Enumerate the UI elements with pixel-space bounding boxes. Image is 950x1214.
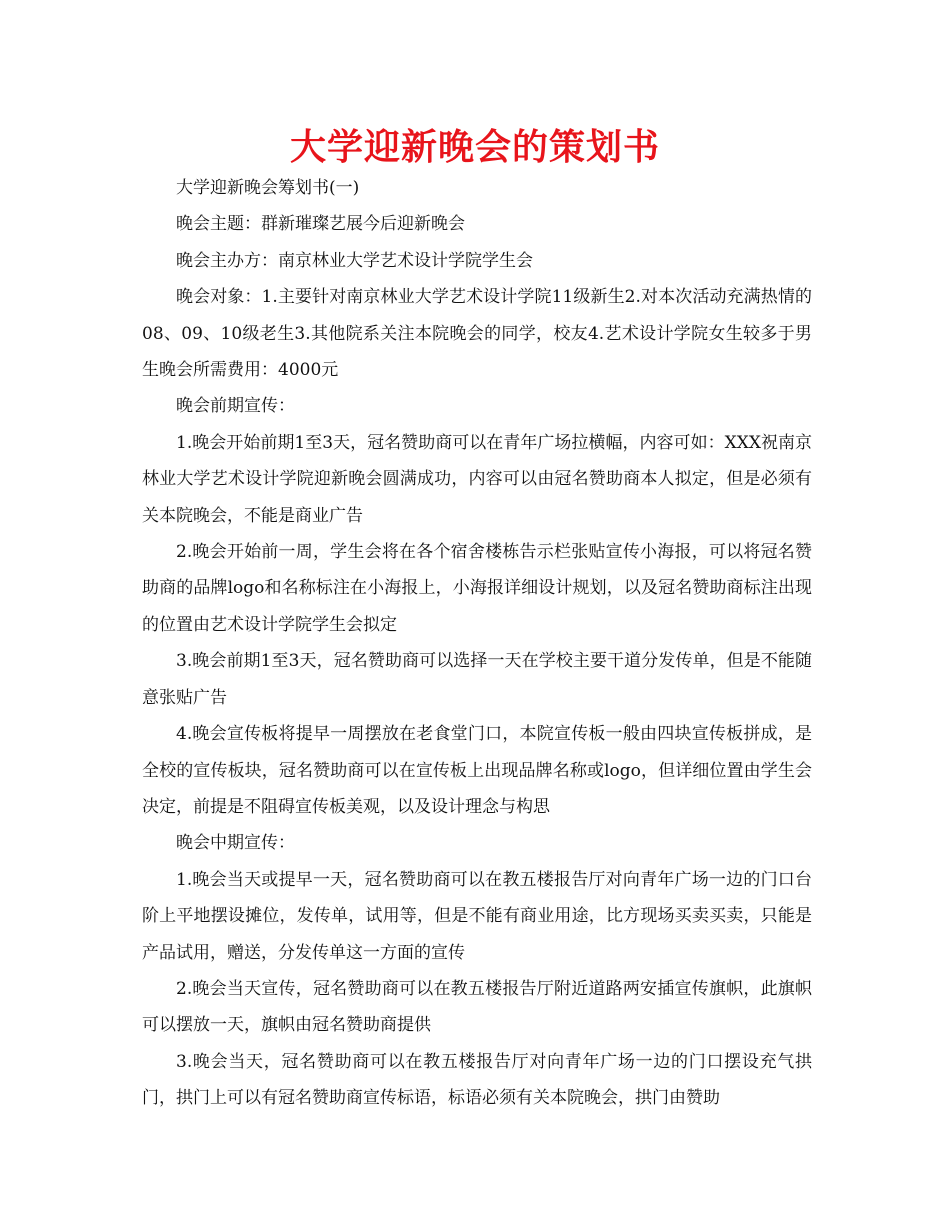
paragraph: 3.晚会当天，冠名赞助商可以在教五楼报告厅对向青年广场一边的门口摆设充气拱门，拱门上可以有冠名赞助商宣传标语，标语必须有关本院晚会，拱门由赞助 [142,1051,812,1109]
paragraph: 大学迎新晚会筹划书(一) [176,178,360,198]
paragraph: 2.晚会当天宣传，冠名赞助商可以在教五楼报告厅附近道路两安插宣传旗帜，此旗帜可以摆放一天，旗帜由冠名赞助商提供 [142,978,812,1036]
paragraph: 3.晚会前期1至3天，冠名赞助商可以选择一天在学校主要干道分发传单，但是不能随意张贴广告 [142,651,812,708]
paragraph: 1.晚会当天或提早一天，冠名赞助商可以在教五楼报告厅对向青年广场一边的门口台阶上平地摆设摊位，发传单，试用等，但是不能有商业用途，比方现场买卖买卖，只能是产品试用，赠送，分发传单这一方面的宣传 [142,869,812,963]
paragraph: 4.晚会宣传板将提早一周摆放在老食堂门口，本院宣传板一般由四块宣传板拼成，是全校的宣传板块，冠名赞助商可以在宣传板上出现品牌名称或logo，但详细位置由学生会决定，前提是不阻碍宣传板美观，以及设计理念与构思 [142,724,812,817]
document-body [142,170,812,1117]
paragraph: 晚会主题：群新璀璨艺展今后迎新晚会 [176,214,465,235]
paragraph: 晚会主办方：南京林业大学艺术设计学院学生会 [176,250,533,271]
document-title: 大学迎新晚会的策划书 [289,127,660,168]
section-heading: 晚会前期宣传： [176,396,295,417]
paragraph: 2.晚会开始前一周，学生会将在各个宿舍楼栋告示栏张贴宣传小海报，可以将冠名赞助商的品牌logo和名称标注在小海报上，小海报详细设计规划，以及冠名赞助商标注出现的位置由艺术设计学院学生会拟定 [142,542,812,635]
paragraph: 晚会对象：1.主要针对南京林业大学艺术设计学院11级新生2.对本次活动充满热情的08、09、10级老生3.其他院系关注本院晚会的同学，校友4.艺术设计学院女生较多于男生晚会所需费用：4000元 [142,287,812,381]
section-heading: 晚会中期宣传： [176,833,295,854]
paragraph: 1.晚会开始前期1至3天，冠名赞助商可以在青年广场拉横幅，内容可如：XXX祝南京林业大学艺术设计学院迎新晚会圆满成功，内容可以由冠名赞助商本人拟定，但是必须有关本院晚会，不能是商业广告 [142,432,812,526]
